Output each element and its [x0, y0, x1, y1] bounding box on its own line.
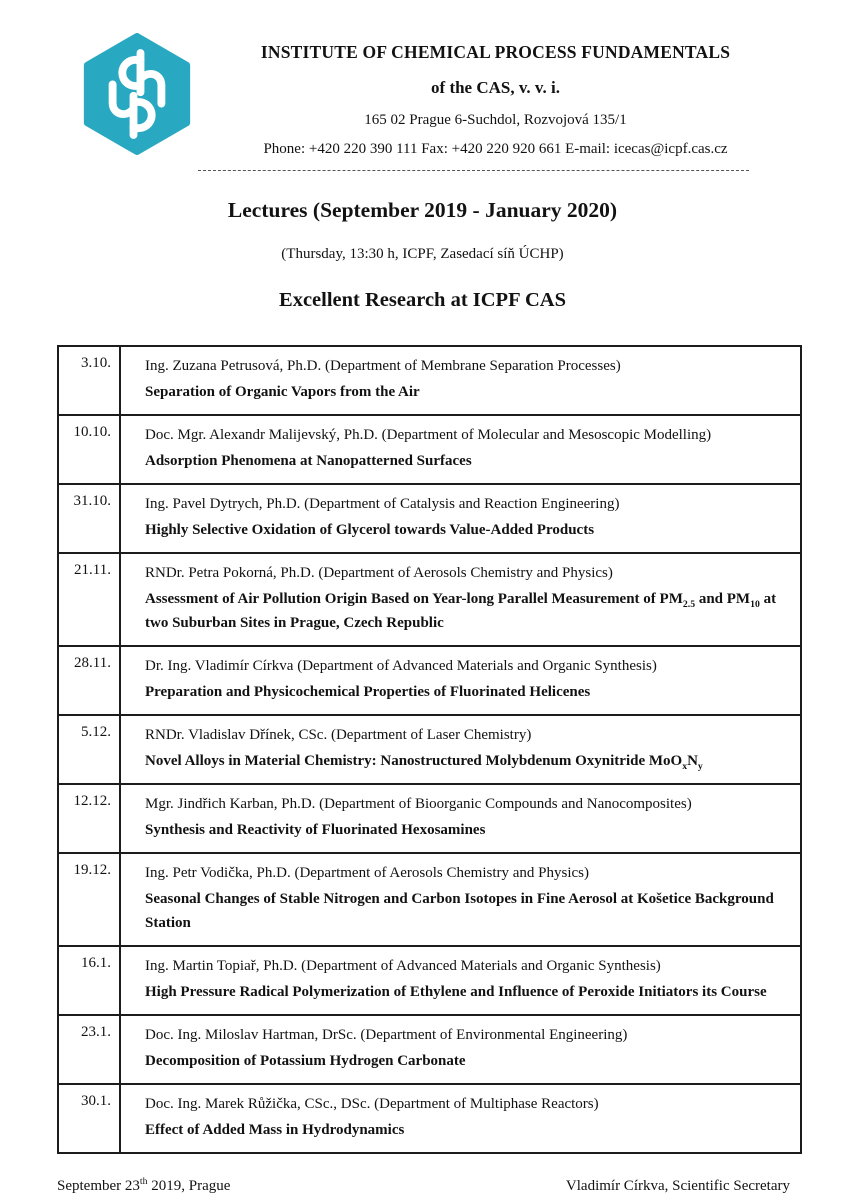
lecture-date: 12.12. [58, 784, 120, 853]
lecture-speaker: Ing. Martin Topiař, Ph.D. (Department of Advanced Materials and Organic Synthesis) [145, 958, 661, 974]
lecture-cell [120, 715, 801, 784]
lecture-speaker: Ing. Petr Vodička, Ph.D. (Department of Aerosols Chemistry and Physics) [145, 865, 589, 881]
table-row [58, 1015, 801, 1084]
lecture-date: 16.1. [58, 946, 120, 1015]
footer-signature: Vladimír Církva, Scientific Secretary [565, 1178, 790, 1194]
lecture-cell [120, 1084, 801, 1153]
lecture-title: Seasonal Changes of Stable Nitrogen and Carbon Isotopes in Fine Aerosol at Košetice Background Station [145, 891, 774, 931]
lecture-title: High Pressure Radical Polymerization of Ethylene and Influence of Peroxide Initiators its Course [145, 984, 767, 1000]
institute-name-suffix: of the CAS, v. v. i. [431, 78, 560, 97]
lecture-date: 23.1. [58, 1015, 120, 1084]
page-title: Lectures (September 2019 - January 2020) [227, 198, 618, 222]
lecture-cell [120, 646, 801, 715]
schedule-note: (Thursday, 13:30 h, ICPF, Zasedací síň ÚCHP) [281, 246, 564, 262]
lecture-speaker: RNDr. Vladislav Dřínek, CSc. (Department of Laser Chemistry) [145, 727, 532, 743]
header-divider [198, 170, 749, 171]
lecture-speaker: Doc. Ing. Miloslav Hartman, DrSc. (Department of Environmental Engineering) [145, 1027, 628, 1043]
lecture-title: Preparation and Physicochemical Properties of Fluorinated Helicenes [145, 684, 591, 700]
letterhead [0, 0, 845, 158]
institute-contact: Phone: +420 220 390 111 Fax: +420 220 920 661 E-mail: icecas@icpf.cas.cz [263, 141, 728, 157]
letterhead-text [201, 33, 790, 158]
lecture-date: 30.1. [58, 1084, 120, 1153]
institute-name: INSTITUTE OF CHEMICAL PROCESS FUNDAMENTALS [260, 42, 731, 62]
lecture-date: 5.12. [58, 715, 120, 784]
lecture-title: Effect of Added Mass in Hydrodynamics [145, 1122, 405, 1138]
institute-address: 165 02 Prague 6-Suchdol, Rozvojová 135/1 [364, 112, 627, 128]
lecture-title: Decomposition of Potassium Hydrogen Carbonate [145, 1053, 466, 1069]
lecture-speaker: Ing. Pavel Dytrych, Ph.D. (Department of Catalysis and Reaction Engineering) [145, 496, 620, 512]
lecture-cell [120, 484, 801, 553]
icpf-hexagon-monogram-icon [73, 33, 201, 155]
lecture-speaker: Ing. Zuzana Petrusová, Ph.D. (Department of Membrane Separation Processes) [145, 358, 621, 374]
lecture-speaker: Dr. Ing. Vladimír Církva (Department of Advanced Materials and Organic Synthesis) [145, 658, 657, 674]
lecture-cell [120, 946, 801, 1015]
lecture-speaker: Mgr. Jindřich Karban, Ph.D. (Department of Bioorganic Compounds and Nanocomposites) [145, 796, 692, 812]
institute-logo [73, 33, 201, 155]
table-row [58, 415, 801, 484]
table-row [58, 646, 801, 715]
lecture-title: Highly Selective Oxidation of Glycerol towards Value-Added Products [145, 522, 595, 538]
lecture-date: 31.10. [58, 484, 120, 553]
lecture-date: 28.11. [58, 646, 120, 715]
lectures-table-body [58, 346, 801, 1153]
lecture-title: Novel Alloys in Material Chemistry: Nanostructured Molybdenum Oxynitride $MoO_xN_y$ [145, 753, 703, 772]
lecture-speaker: Doc. Mgr. Alexandr Malijevský, Ph.D. (Department of Molecular and Mesoscopic Modelling) [145, 427, 712, 443]
lecture-speaker: Doc. Ing. Marek Růžička, CSc., DSc. (Department of Multiphase Reactors) [145, 1096, 599, 1112]
lecture-cell [120, 1015, 801, 1084]
lecture-title: Separation of Organic Vapors from the Air [145, 384, 420, 400]
table-row [58, 784, 801, 853]
table-row [58, 484, 801, 553]
series-title: Excellent Research at ICPF CAS [279, 289, 566, 311]
lecture-cell [120, 784, 801, 853]
table-row [58, 553, 801, 646]
lecture-date: 10.10. [58, 415, 120, 484]
lecture-date: 19.12. [58, 853, 120, 946]
footer-date-place: September 23th 2019, Prague [57, 1176, 231, 1194]
lecture-cell [120, 415, 801, 484]
lecture-cell [120, 346, 801, 415]
lecture-cell [120, 553, 801, 646]
table-row [58, 346, 801, 415]
document-footer [57, 1178, 790, 1195]
lecture-date: 3.10. [58, 346, 120, 415]
lecture-title: Synthesis and Reactivity of Fluorinated Hexosamines [145, 822, 486, 838]
lecture-title: Assessment of Air Pollution Origin Based on Year-long Parallel Measurement of $PM_{2.5}$ and $PM_{10}$ at two Suburban Sites in Prague, Czech Republic [145, 591, 777, 631]
lecture-cell [120, 853, 801, 946]
lectures-table [57, 345, 802, 1154]
lecture-title: Adsorption Phenomena at Nanopatterned Surfaces [145, 453, 472, 469]
table-row [58, 715, 801, 784]
table-row [58, 1084, 801, 1153]
lecture-date: 21.11. [58, 553, 120, 646]
lecture-speaker: RNDr. Petra Pokorná, Ph.D. (Department of Aerosols Chemistry and Physics) [145, 565, 613, 581]
table-row [58, 853, 801, 946]
table-row [58, 946, 801, 1015]
